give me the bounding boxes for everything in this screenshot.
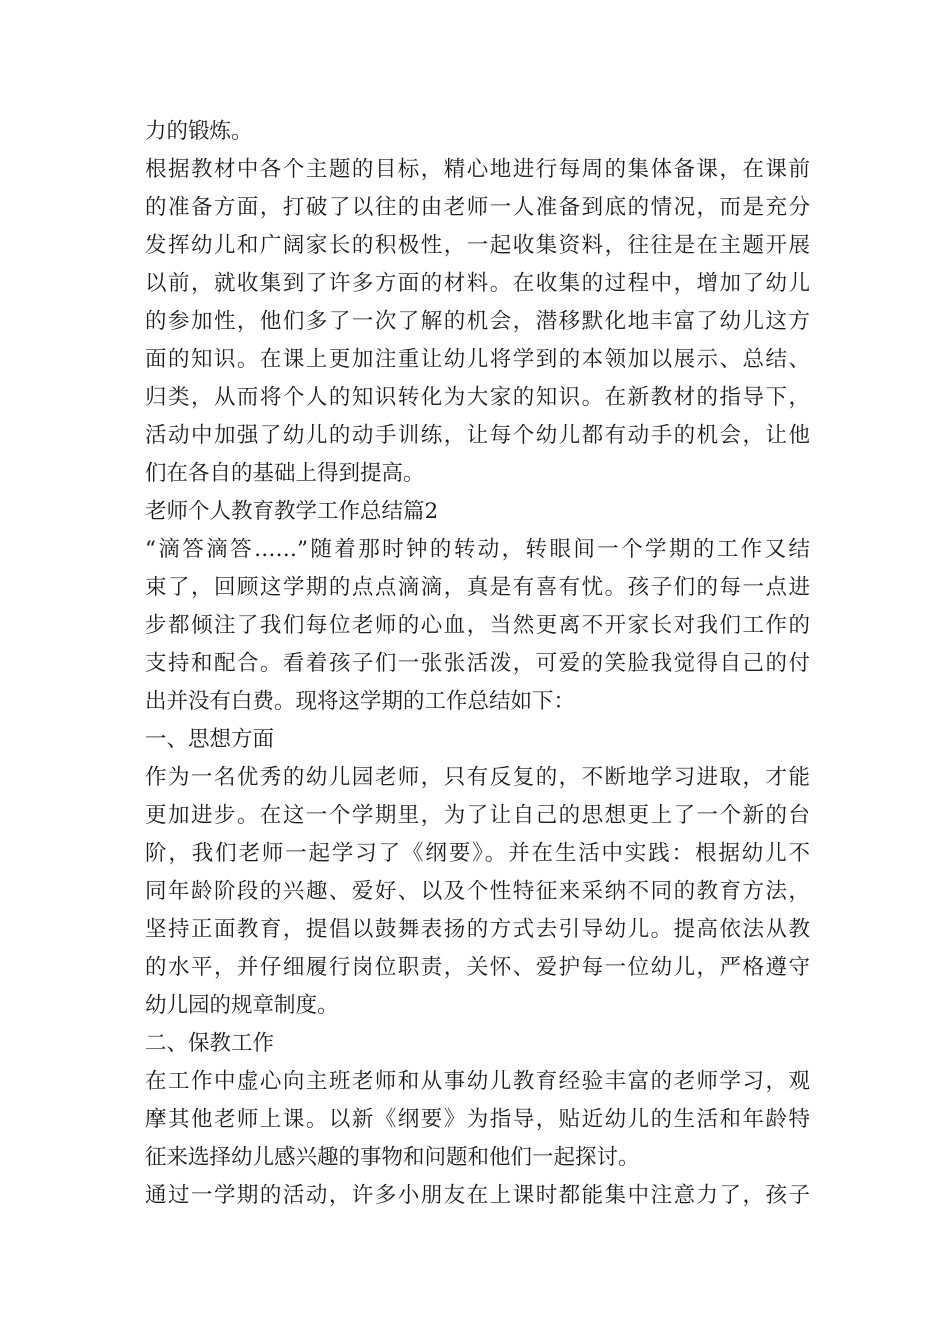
text-line: 同年龄阶段的兴趣、爱好、以及个性特征来采纳不同的教育方法， [145,879,810,904]
text-line: 通过一学期的活动，许多小朋友在上课时都能集中注意力了，孩子 [145,1183,810,1208]
text-line: 出并没有白费。现将这学期的工作总结如下： [145,689,576,714]
text-line: 的水平，并仔细履行岗位职责，关怀、爱护每一位幼儿，严格遵守 [145,955,810,980]
text-line: 步都倾注了我们每位老师的心血，当然更离不开家长对我们工作的 [145,613,810,638]
text-line: “滴答滴答……”随着那时钟的转动，转眼间一个学期的工作又结 [145,537,810,562]
text-line: 的准备方面，打破了以往的由老师一人准备到底的情况，而是充分 [145,195,810,220]
text-line: 归类，从而将个人的知识转化为大家的知识。在新教材的指导下， [145,385,810,410]
text-line: 的参加性，他们多了一次了解的机会，潜移默化地丰富了幼儿这方 [145,309,810,334]
text-line: 发挥幼儿和广阔家长的积极性，一起收集资料，往往是在主题开展 [145,233,810,258]
text-line: 征来选择幼儿感兴趣的事物和问题和他们一起探讨。 [145,1145,640,1170]
text-line: 束了，回顾这学期的点点滴滴，真是有喜有忧。孩子们的每一点进 [145,575,810,600]
text-line: 坚持正面教育，提倡以鼓舞表扬的方式去引导幼儿。提高依法从教 [145,917,810,942]
text-line: 力的锻炼。 [145,119,253,144]
text-line: 根据教材中各个主题的目标，精心地进行每周的集体备课，在课前 [145,157,810,182]
text-line: 活动中加强了幼儿的动手训练，让每个幼儿都有动手的机会，让他 [145,423,810,448]
text-line: 以前，就收集到了许多方面的材料。在收集的过程中，增加了幼儿 [145,271,810,296]
text-line: 支持和配合。看着孩子们一张张活泼，可爱的笑脸我觉得自己的付 [145,651,810,676]
text-line: 老师个人教育教学工作总结篇2 [145,499,439,524]
text-line: 阶，我们老师一起学习了《纲要》。并在生活中实践：根据幼儿不 [145,841,810,866]
text-line: 面的知识。在课上更加注重让幼儿将学到的本领加以展示、总结、 [145,347,810,372]
text-line: 更加进步。在这一个学期里，为了让自己的思想更上了一个新的台 [145,803,810,828]
text-line: 二、保教工作 [145,1031,275,1056]
text-line: 摩其他老师上课。以新《纲要》为指导，贴近幼儿的生活和年龄特 [145,1107,810,1132]
text-line: 一、思想方面 [145,727,275,752]
text-line: 幼儿园的规章制度。 [145,993,339,1018]
text-line: 作为一名优秀的幼儿园老师，只有反复的，不断地学习进取，才能 [145,765,810,790]
document-body [145,113,810,1215]
text-line: 们在各自的基础上得到提高。 [145,461,425,486]
text-line: 在工作中虚心向主班老师和从事幼儿教育经验丰富的老师学习，观 [145,1069,810,1094]
